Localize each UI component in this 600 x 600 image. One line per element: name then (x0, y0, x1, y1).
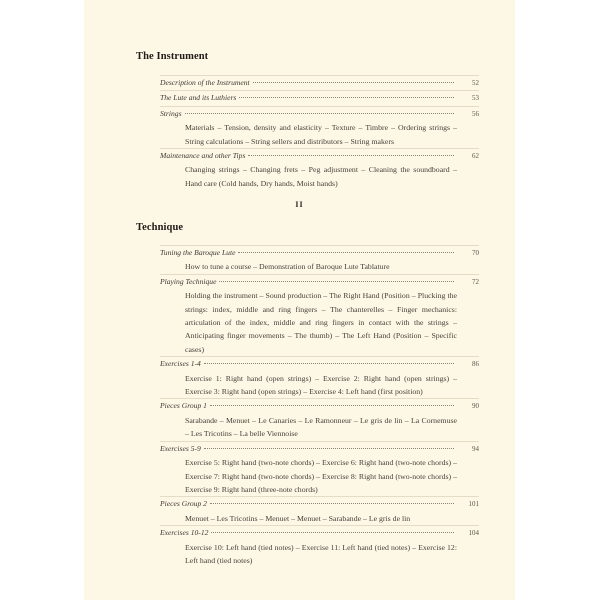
toc-instrument (160, 75, 479, 190)
toc-entry (160, 496, 479, 525)
dot-leader (253, 82, 454, 83)
page-number: 53 (472, 94, 479, 103)
entry-title: Exercises 5-9 (160, 443, 201, 453)
entry-description: Sarabande – Menuet – Le Canaries – Le Ramonneur – Le gris de lin – La Cornemuse – Les Tricotins – La belle Viennoise (185, 415, 457, 439)
page-number: 94 (472, 444, 479, 453)
section-heading-instrument: The Instrument (136, 51, 209, 62)
entry-title: Playing Technique (160, 276, 217, 286)
entry-title: Tuning the Baroque Lute (160, 248, 236, 257)
page-number: 62 (472, 152, 479, 161)
page-number: 86 (472, 360, 479, 369)
page-number: 56 (472, 109, 479, 118)
toc-entry (160, 274, 479, 356)
book-page (84, 0, 515, 600)
dot-leader (204, 448, 454, 449)
entry-title: Exercises 10-12 (160, 528, 209, 538)
part-number: II (295, 200, 304, 209)
page-number: 90 (472, 402, 479, 411)
dot-leader (239, 97, 454, 98)
entry-title: Description of the Instrument (160, 78, 250, 87)
toc-entry (160, 148, 479, 190)
entry-title: Exercises 1-4 (160, 359, 201, 369)
entry-description: Exercise 5: Right hand (two-note chords) – Exercise 6: Right hand (two-note chords) – Exercise 7: Right hand (two-note chords) – Exercise 8: Right hand (two-note chords) – Exercise 9: Right hand (three-note chords) (185, 458, 457, 494)
toc-entry (160, 245, 479, 274)
toc-entry (160, 356, 479, 398)
entry-description: Materials – Tension, density and elasticity – Texture – Timbre – Ordering strings – String calculations – String sellers and distributors – String makers (185, 123, 457, 146)
section-heading-technique: Technique (136, 222, 184, 233)
entry-description: Exercise 1: Right hand (open strings) – Exercise 2: Right hand (open strings) – Exercise 3: Right hand (open strings) – Exercise 4: Left hand (first position) (185, 373, 457, 397)
dot-leader (210, 503, 454, 504)
page-number: 101 (468, 500, 479, 509)
entry-title: Pieces Group 2 (160, 499, 207, 509)
entry-title: Pieces Group 1 (160, 401, 207, 411)
page-number: 70 (472, 249, 479, 257)
entry-description: How to tune a course – Demonstration of Baroque Lute Tablature (185, 262, 390, 272)
dot-leader (211, 532, 454, 533)
page-number: 72 (472, 277, 479, 286)
entry-description: Holding the instrument – Sound production – The Right Hand (Position – Plucking the strings: index, middle and ring fingers – The chanterelles – Finger mechanics: articulation of the index, middle and ring fingers in contact with the strings – Anticipating finger movements – The thumb) – The Left Hand (Position – Specific cases) (185, 291, 457, 354)
dot-leader (185, 113, 454, 114)
page-number: 52 (472, 79, 479, 87)
toc-entry (160, 441, 479, 497)
toc-entry (160, 398, 479, 440)
entry-description: Menuet – Les Tricotins – Menuet – Menuet – Sarabande – Le gris de lin (185, 513, 411, 523)
toc-entry (160, 525, 479, 567)
toc-entry (160, 90, 479, 105)
page-number: 104 (468, 529, 479, 538)
entry-description: Changing strings – Changing frets – Peg adjustment – Cleaning the soundboard – Hand care (Cold hands, Dry hands, Moist hands) (185, 165, 457, 188)
dot-leader (210, 405, 454, 406)
dot-leader (204, 363, 454, 364)
entry-title: Maintenance and other Tips (160, 151, 246, 161)
entry-description: Exercise 10: Left hand (tied notes) – Exercise 11: Left hand (tied notes) – Exercise 12: Left hand (tied notes) (185, 542, 457, 565)
entry-title: The Lute and its Luthiers (160, 93, 237, 103)
entry-title: Strings (160, 108, 182, 118)
dot-leader (238, 252, 454, 253)
dot-leader (248, 155, 454, 156)
toc-entry (160, 106, 479, 148)
toc-technique (160, 245, 479, 567)
toc-entry (160, 75, 479, 90)
dot-leader (219, 281, 454, 282)
